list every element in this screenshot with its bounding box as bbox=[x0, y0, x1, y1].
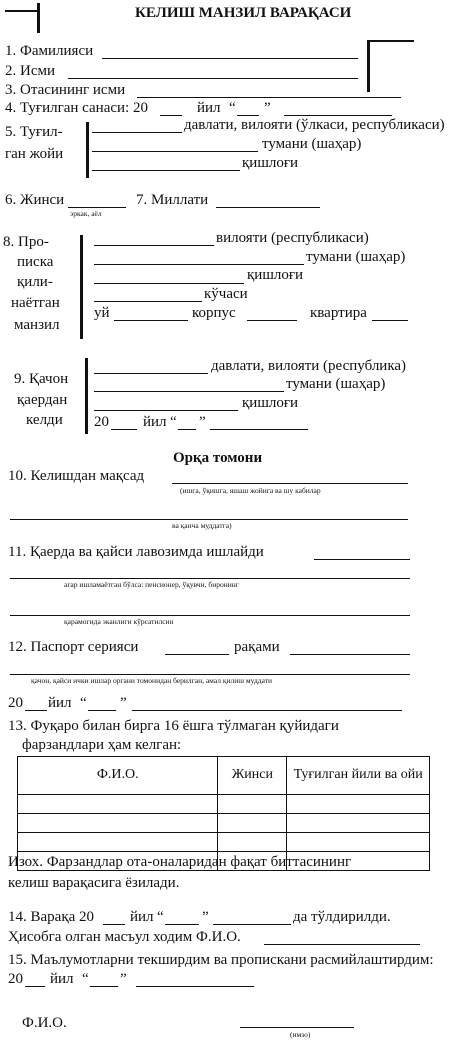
table-cell[interactable] bbox=[18, 814, 218, 833]
photo-frame-left bbox=[367, 40, 370, 92]
signature-field[interactable] bbox=[240, 1027, 354, 1028]
birthplace-district-field[interactable] bbox=[92, 151, 258, 152]
registration-village-label: қишлоғи bbox=[247, 267, 304, 283]
birth-year-field[interactable] bbox=[160, 115, 182, 116]
nationality-field[interactable] bbox=[216, 207, 320, 208]
column-header-gender: Жинси bbox=[218, 757, 287, 795]
table-cell[interactable] bbox=[287, 795, 430, 814]
arrival-year-prefix: 20 bbox=[94, 414, 109, 430]
filled-quote-close: ” bbox=[202, 909, 209, 925]
arrival-month-field[interactable] bbox=[210, 429, 308, 430]
table-cell[interactable] bbox=[18, 833, 218, 852]
purpose-field[interactable] bbox=[172, 483, 408, 484]
verification-quote-open: “ bbox=[82, 971, 89, 987]
corner-mark-top-left bbox=[5, 10, 39, 12]
birth-quote-open: “ bbox=[229, 100, 236, 116]
passport-year-field[interactable] bbox=[25, 710, 47, 711]
column-header-fio: Ф.И.О. bbox=[18, 757, 218, 795]
arrival-village-label: қишлоғи bbox=[242, 395, 299, 411]
column-header-birth: Туғилган йили ва ойи bbox=[287, 757, 430, 795]
name-field[interactable] bbox=[68, 78, 358, 79]
registration-block-label: корпус bbox=[192, 305, 236, 321]
verification-day-field[interactable] bbox=[90, 986, 118, 987]
workplace-field[interactable] bbox=[314, 559, 410, 560]
verification-label: 15. Маълумотларни текширдим ва пропискани расмийлаштирдим: bbox=[8, 952, 434, 968]
nationality-label: 7. Миллати bbox=[136, 192, 209, 208]
birthplace-label-2: ган жойи bbox=[5, 146, 64, 162]
passport-day-field[interactable] bbox=[88, 710, 116, 711]
note-line-2: келиш варақасига ёзилади. bbox=[8, 875, 180, 891]
table-cell[interactable] bbox=[218, 795, 287, 814]
table-cell[interactable] bbox=[218, 814, 287, 833]
verification-year-field[interactable] bbox=[25, 986, 45, 987]
birthplace-village-label: қишлоғи bbox=[242, 155, 299, 171]
verification-year-prefix: 20 bbox=[8, 971, 23, 987]
purpose-field-2[interactable] bbox=[10, 519, 408, 520]
registration-apartment-label: квартира bbox=[310, 305, 367, 321]
passport-number-label: рақами bbox=[234, 639, 280, 655]
registration-district-field[interactable] bbox=[94, 264, 304, 265]
passport-year-word: йил bbox=[48, 695, 72, 711]
arrival-label-3: келди bbox=[26, 412, 63, 428]
table-row bbox=[18, 833, 430, 852]
arrival-year-field[interactable] bbox=[111, 429, 137, 430]
registration-street-field[interactable] bbox=[94, 301, 202, 302]
table-row bbox=[18, 814, 430, 833]
arrival-district-field[interactable] bbox=[94, 391, 284, 392]
table-cell[interactable] bbox=[18, 795, 218, 814]
corner-mark-top-left-vertical bbox=[37, 3, 40, 33]
registration-house-field[interactable] bbox=[114, 320, 188, 321]
officer-label: Ҳисобга олган масъул ходим Ф.И.О. bbox=[8, 929, 241, 945]
filled-year-field[interactable] bbox=[103, 924, 125, 925]
arrival-label-1: 9. Қачон bbox=[14, 371, 69, 387]
registration-street-label: кўчаси bbox=[204, 286, 248, 302]
registration-region-label: вилояти (республикаси) bbox=[216, 230, 369, 246]
purpose-hint-1: (ишга, ўқишга, яшаш жойига ва шу кабилар bbox=[180, 486, 321, 495]
officer-name-field[interactable] bbox=[264, 944, 420, 945]
registration-district-label: тумани (шаҳар) bbox=[306, 249, 406, 265]
gender-field[interactable] bbox=[68, 207, 126, 208]
birth-quote-close: ” bbox=[264, 100, 271, 116]
arrival-village-field[interactable] bbox=[94, 410, 238, 411]
passport-quote-close: ” bbox=[120, 695, 127, 711]
filled-quote-open: “ bbox=[157, 909, 164, 925]
arrival-day-field[interactable] bbox=[178, 429, 196, 430]
passport-series-field[interactable] bbox=[165, 654, 229, 655]
passport-number-field[interactable] bbox=[290, 654, 410, 655]
table-row bbox=[18, 795, 430, 814]
workplace-hint-2: қарамогида эканлиги кўрсатилсин bbox=[64, 617, 174, 626]
registration-label-1: 8. Про- bbox=[3, 234, 49, 250]
birthplace-country-label: давлати, вилояти (ўлкаси, республикаси) bbox=[184, 117, 445, 133]
birth-year-word: йил bbox=[197, 100, 221, 116]
birthplace-district-label: тумани (шаҳар) bbox=[262, 136, 362, 152]
name-label: 2. Исми bbox=[5, 63, 56, 79]
table-cell[interactable] bbox=[287, 814, 430, 833]
workplace-label: 11. Қаерда ва қайси лавозимда ишлайди bbox=[8, 544, 264, 560]
filled-suffix: да тўлдирилди. bbox=[293, 909, 391, 925]
purpose-hint-2: ва қанча муддатга) bbox=[172, 521, 232, 530]
verification-month-field[interactable] bbox=[136, 986, 254, 987]
patronymic-label: 3. Отасининг исми bbox=[5, 82, 126, 98]
arrival-country-label: давлати, вилояти (республика) bbox=[211, 358, 407, 374]
passport-series-label: 12. Паспорт серияси bbox=[8, 639, 139, 655]
workplace-hint-1: агар ишламаётган бўлса: пенсионер, ўқувчи, биронинг bbox=[64, 580, 239, 589]
filled-date-label: 14. Варақа 20 bbox=[8, 909, 95, 925]
passport-issuer-hint: қачон, қайси ички ишлар органи томонидан берилган, амал қилиш муддати bbox=[31, 676, 273, 685]
birthplace-label-1: 5. Туғил- bbox=[5, 124, 63, 140]
arrival-year-word: йил bbox=[143, 414, 167, 430]
arrival-district-label: тумани (шаҳар) bbox=[286, 376, 386, 392]
children-label-2: фарзандлари ҳам келган: bbox=[22, 737, 182, 753]
birth-date-label: 4. Туғилган санаси: 20 bbox=[5, 100, 148, 116]
registration-block-field[interactable] bbox=[247, 320, 297, 321]
passport-year-prefix: 20 bbox=[8, 695, 23, 711]
registration-house-label: уй bbox=[94, 305, 110, 321]
patronymic-field[interactable] bbox=[137, 97, 401, 98]
purpose-label: 10. Келишдан мақсад bbox=[8, 468, 145, 484]
verification-quote-close: ” bbox=[120, 971, 127, 987]
surname-label: 1. Фамилияси bbox=[5, 43, 94, 59]
registration-label-5: манзил bbox=[14, 317, 60, 333]
verification-year-word: йил bbox=[50, 971, 74, 987]
registration-apartment-field[interactable] bbox=[372, 320, 408, 321]
gender-hint: эркак, аёл bbox=[70, 209, 102, 218]
signer-name-label: Ф.И.О. bbox=[22, 1015, 67, 1031]
table-cell[interactable] bbox=[218, 833, 287, 852]
filled-month-field[interactable] bbox=[213, 924, 291, 925]
registration-village-field[interactable] bbox=[94, 283, 244, 284]
arrival-country-field[interactable] bbox=[94, 373, 208, 374]
registration-bracket bbox=[80, 235, 83, 339]
arrival-bracket bbox=[85, 358, 88, 434]
back-side-title: Орқа томони bbox=[173, 450, 263, 466]
registration-region-field[interactable] bbox=[94, 245, 214, 246]
arrival-quote-close: ” bbox=[199, 414, 206, 430]
registration-label-2: писка bbox=[17, 254, 54, 270]
table-cell[interactable] bbox=[287, 833, 430, 852]
form-title: КЕЛИШ МАНЗИЛ ВАРАҚАСИ bbox=[135, 5, 352, 21]
passport-quote-open: “ bbox=[80, 695, 87, 711]
arrival-quote-open: “ bbox=[170, 414, 177, 430]
birthplace-bracket bbox=[86, 122, 89, 178]
registration-label-3: қили- bbox=[17, 274, 53, 290]
birthplace-country-field[interactable] bbox=[92, 132, 182, 133]
children-label-1: 13. Фуқаро билан бирга 16 ёшга тўлмаган қуйидаги bbox=[8, 718, 339, 734]
workplace-field-2[interactable] bbox=[10, 578, 410, 579]
gender-label: 6. Жинси bbox=[5, 192, 65, 208]
birth-month-field[interactable] bbox=[284, 115, 392, 116]
filled-year-word: йил bbox=[130, 909, 154, 925]
signature-hint: (имзо) bbox=[290, 1030, 311, 1039]
children-table-header bbox=[18, 757, 430, 795]
arrival-label-2: қаердан bbox=[17, 392, 68, 408]
filled-day-field[interactable] bbox=[165, 924, 199, 925]
birthplace-village-field[interactable] bbox=[92, 170, 240, 171]
registration-label-4: наётган bbox=[11, 295, 60, 311]
passport-issuer-field[interactable] bbox=[10, 674, 410, 675]
workplace-field-3[interactable] bbox=[10, 615, 410, 616]
birth-day-field[interactable] bbox=[237, 115, 259, 116]
surname-field[interactable] bbox=[102, 58, 358, 59]
photo-frame-top bbox=[368, 40, 414, 42]
note-line-1: Изох. Фарзандлар ота-оналаридан фақат биттасининг bbox=[8, 854, 352, 870]
passport-month-field[interactable] bbox=[132, 710, 402, 711]
